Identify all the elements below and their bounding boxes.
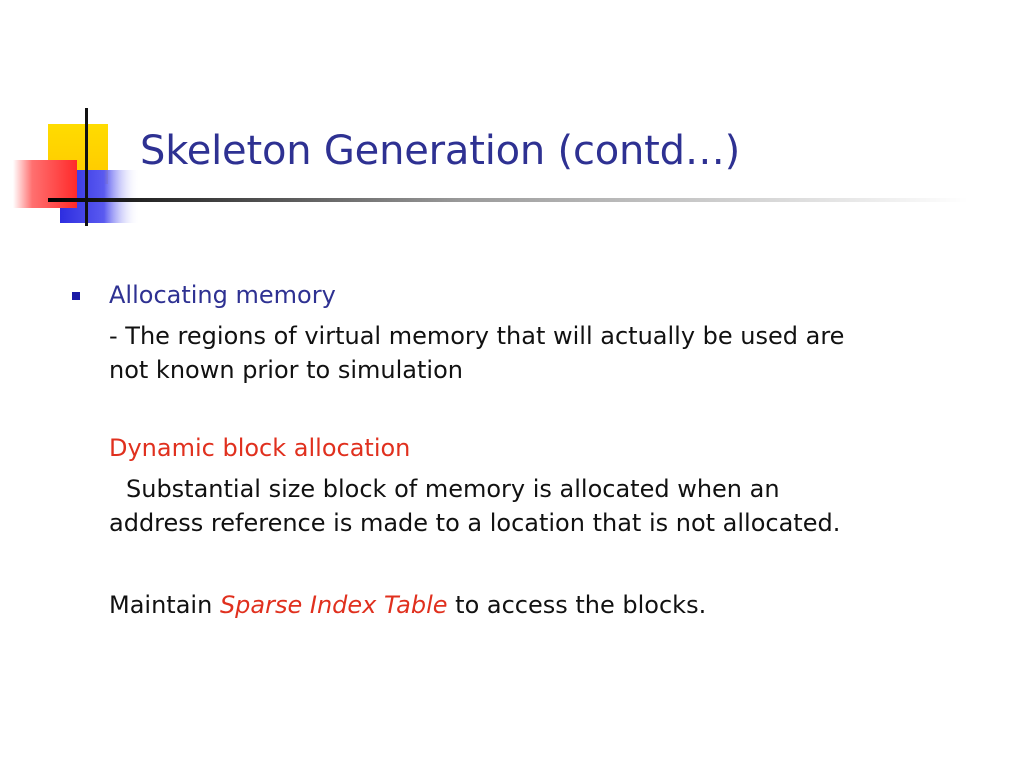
body-line-4: address reference is made to a location that is not allocated. [109, 509, 841, 537]
title-decoration [0, 0, 150, 240]
square-bullet-icon [72, 292, 80, 300]
vertical-line [85, 108, 88, 226]
body-line-3: Substantial size block of memory is allocated when an [126, 475, 780, 503]
subheading: Dynamic block allocation [109, 434, 411, 462]
sparse-index-table-emphasis: Sparse Index Table [219, 591, 448, 619]
body-line-1: - The regions of virtual memory that will actually be used are [109, 322, 845, 350]
maintain-suffix: to access the blocks. [455, 591, 707, 619]
maintain-line [109, 589, 706, 622]
slide-title: Skeleton Generation (contd…) [140, 128, 741, 174]
body-line-2: not known prior to simulation [109, 356, 463, 384]
title-underline [48, 198, 968, 202]
bullet-heading: Allocating memory [109, 281, 336, 309]
maintain-prefix: Maintain [109, 591, 213, 619]
